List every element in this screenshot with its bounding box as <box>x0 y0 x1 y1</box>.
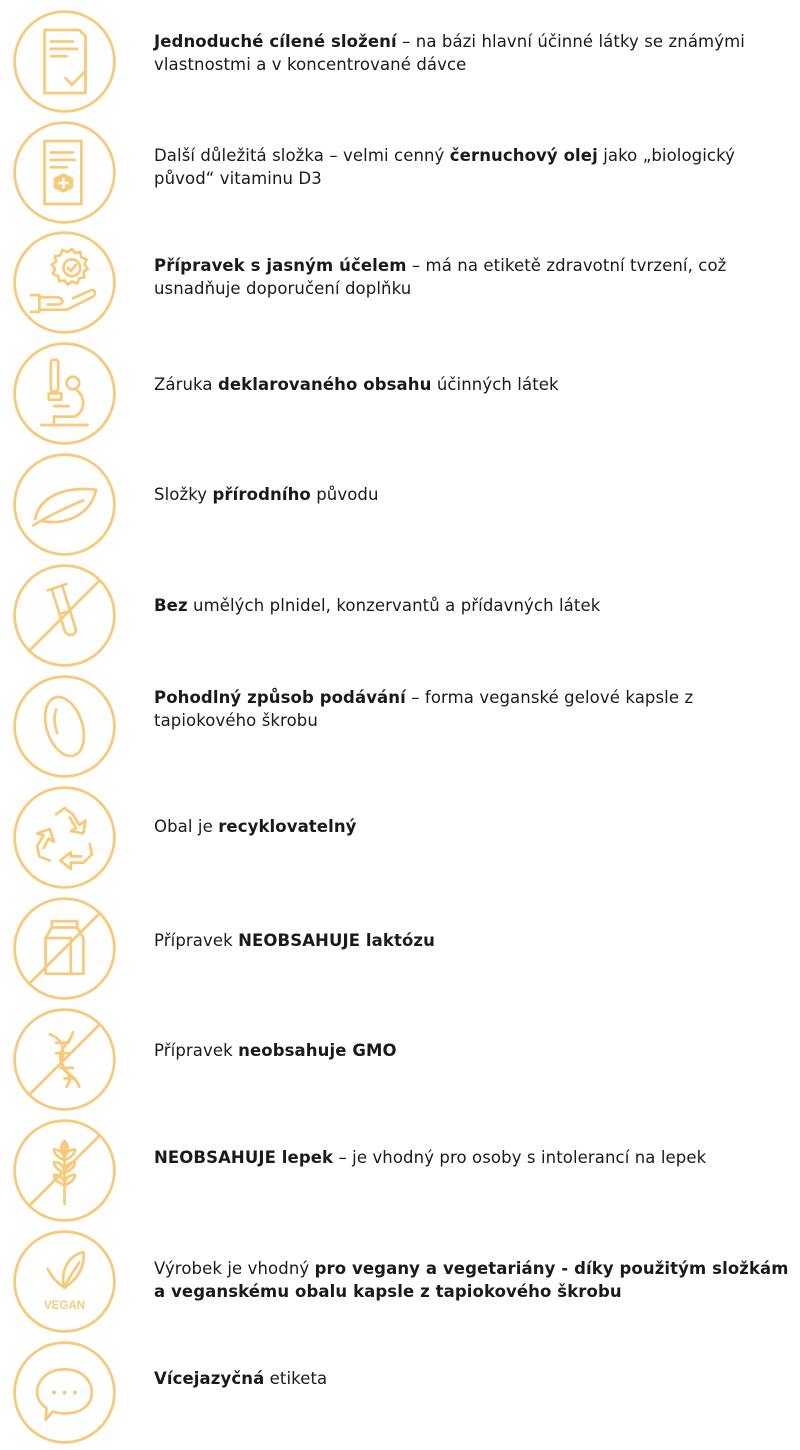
microscope-icon <box>12 341 117 446</box>
feature-bold: černuchový olej <box>449 146 598 165</box>
feature-item <box>0 447 800 557</box>
no-wheat-icon <box>12 1118 117 1223</box>
feature-text <box>154 254 798 300</box>
feature-rest: účinných látek <box>431 375 559 394</box>
feature-before: Složky <box>154 485 213 504</box>
feature-rest: – má na etiketě zdravotní tvrzení, což usnadňuje doporučení doplňku <box>154 256 727 298</box>
no-milk-icon <box>12 896 117 1001</box>
feature-item <box>0 558 800 668</box>
feature-bold: NEOBSAHUJE lepek <box>154 1148 334 1167</box>
feature-bold: NEOBSAHUJE laktózu <box>238 931 435 950</box>
feature-before: Další důležitá složka – velmi cenný <box>154 146 450 165</box>
feature-text <box>154 1146 798 1169</box>
no-dna-icon <box>12 1007 117 1112</box>
feature-item <box>0 1002 800 1112</box>
feature-rest: umělých plnidel, konzervantů a přídavných látek <box>187 596 601 615</box>
feature-bold: Vícejazyčná <box>154 1369 265 1388</box>
feature-before: Přípravek <box>154 1041 239 1060</box>
feature-item <box>0 336 800 446</box>
feature-text <box>154 483 798 506</box>
feature-text <box>154 815 798 838</box>
feature-item <box>0 669 800 779</box>
feature-rest: jako „biologický původ“ vitaminu D3 <box>154 146 736 188</box>
feature-text <box>154 929 798 952</box>
feature-rest: původu <box>310 485 379 504</box>
feature-item <box>0 115 800 225</box>
feature-item <box>0 225 800 335</box>
feature-before: Výrobek je vhodný <box>154 1259 315 1278</box>
feature-before: Záruka <box>154 375 218 394</box>
feature-item <box>0 891 800 1001</box>
feature-text <box>154 686 798 732</box>
feature-rest: – forma veganské gelové kapsle z tapiokového škrobu <box>154 688 694 730</box>
feature-text <box>154 1367 798 1390</box>
feature-item <box>0 1335 800 1445</box>
feature-text <box>154 594 798 617</box>
feature-bold: deklarovaného obsahu <box>217 375 432 394</box>
document-plus-icon <box>12 120 117 225</box>
feature-rest: – je vhodný pro osoby s intolerancí na lepek <box>333 1148 707 1167</box>
feature-text <box>154 1257 798 1303</box>
feature-rest: – na bázi hlavní účinné látky se známými vlastnostmi a v koncentrované dávce <box>154 32 745 74</box>
leaf-icon <box>12 452 117 557</box>
feature-item <box>0 1113 800 1223</box>
feature-text <box>154 373 798 396</box>
vegan-label: VEGAN <box>43 1299 86 1312</box>
feature-bold: Jednoduché cílené složení <box>154 32 397 51</box>
feature-before: Obal je <box>154 817 219 836</box>
feature-item <box>0 1224 800 1334</box>
feature-bold: neobsahuje GMO <box>238 1041 397 1060</box>
document-check-icon <box>12 9 117 114</box>
feature-item <box>0 780 800 890</box>
no-test-tube-icon <box>12 563 117 668</box>
feature-bold: recyklovatelný <box>218 817 357 836</box>
hand-badge-icon <box>12 230 117 335</box>
feature-text <box>154 30 798 76</box>
capsule-icon <box>12 674 117 779</box>
feature-bold: Pohodlný způsob podávání <box>154 688 406 707</box>
feature-bold: přírodního <box>212 485 311 504</box>
feature-bold: pro vegany a vegetariány - díky použitým složkám a veganskému obalu kapsle z tapiokového škrobu <box>154 1259 789 1301</box>
feature-bold: Bez <box>154 596 188 615</box>
recycle-icon <box>12 785 117 890</box>
feature-item <box>0 4 800 114</box>
feature-text <box>154 1039 798 1062</box>
vegan-leaf-icon <box>12 1229 117 1334</box>
feature-bold: Přípravek s jasným účelem <box>154 256 407 275</box>
feature-before: Přípravek <box>154 931 239 950</box>
chat-bubble-icon <box>12 1340 117 1445</box>
feature-text <box>154 144 798 190</box>
feature-rest: etiketa <box>264 1369 328 1388</box>
